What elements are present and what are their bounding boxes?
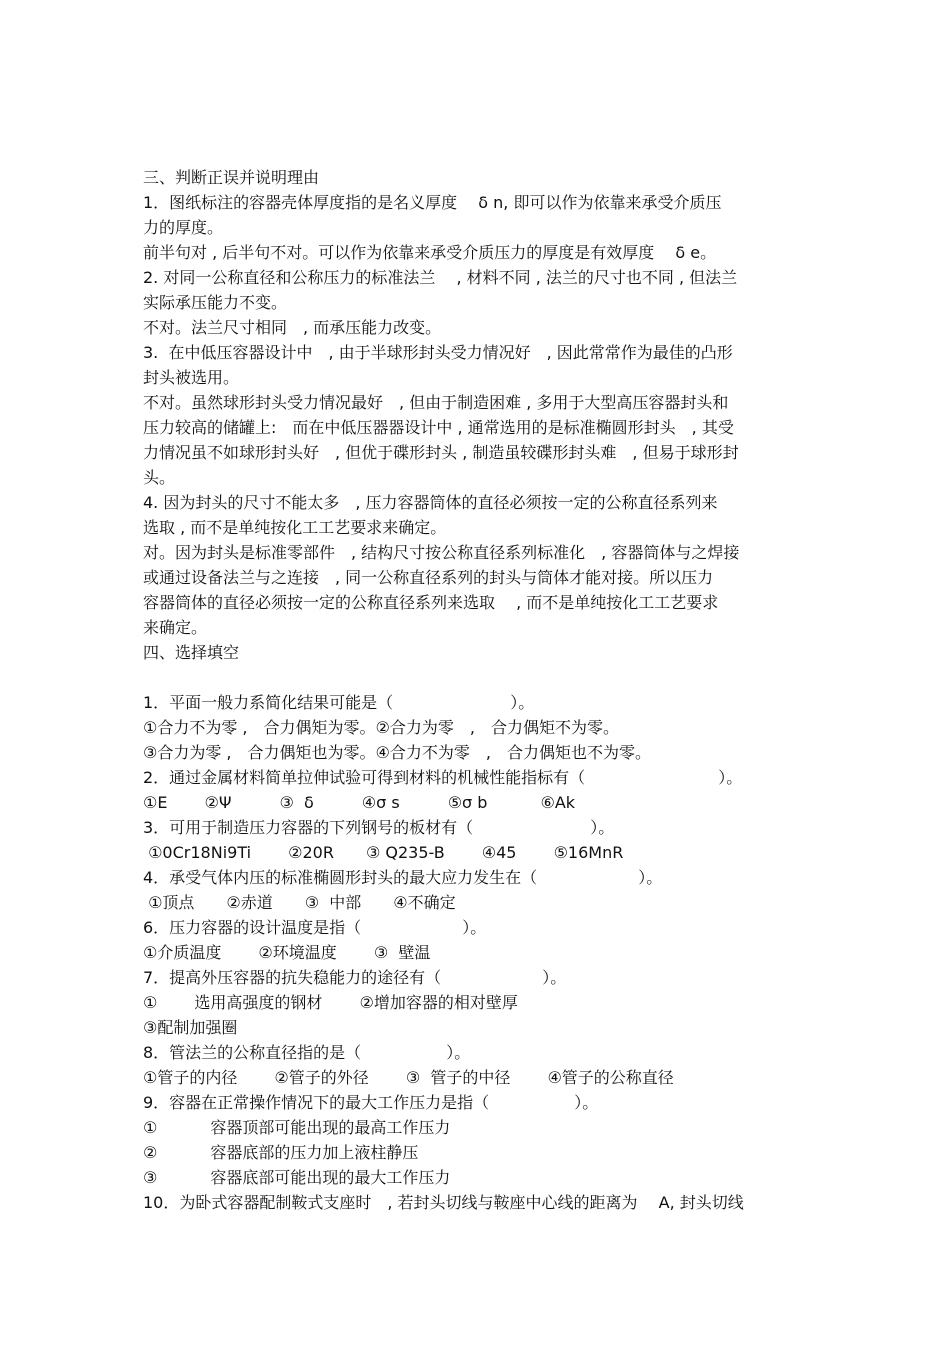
section3-line: 来确定。 <box>143 618 208 637</box>
section4-line: ① 容器顶部可能出现的最高工作压力 <box>143 1118 451 1137</box>
section4-line: 9．容器在正常操作情况下的最大工作压力是指（ ）。 <box>143 1093 599 1112</box>
section3-heading: 三、判断正误并说明理由 <box>143 168 320 187</box>
section4-line: ③ 容器底部可能出现的最大工作压力 <box>143 1168 451 1187</box>
section3-line: 选取 , 而不是单纯按化工工艺要求来确定。 <box>143 518 447 537</box>
section4-line: 4．承受气体内压的标准椭圆形封头的最大应力发生在（ ）。 <box>143 868 663 887</box>
section3-line: 不对。法兰尺寸相同 , 而承压能力改变。 <box>143 318 442 337</box>
section3-line: 实际承压能力不变。 <box>143 293 288 312</box>
section4-line: ①管子的内径 ②管子的外径 ③ 管子的中径 ④管子的公称直径 <box>143 1068 674 1087</box>
section3-line: 2. 对同一公称直径和公称压力的标准法兰 , 材料不同 , 法兰的尺寸也不同 , 但法兰 <box>143 268 738 287</box>
section4-line: 2．通过金属材料简单拉伸试验可得到材料的机械性能指标有（ ）。 <box>143 768 743 787</box>
section4-line: 3．可用于制造压力容器的下列钢号的板材有（ ）。 <box>143 818 615 837</box>
section3-line: 3. 在中低压容器设计中 , 由于半球形封头受力情况好 , 因此常常作为最佳的凸形 <box>143 343 733 362</box>
section4-line: ③配制加强圈 <box>143 1018 238 1037</box>
section3-line: 1．图纸标注的容器壳体厚度指的是名义厚度 δ n, 即可以作为依靠来承受介质压 <box>143 193 722 212</box>
section3-line: 封头被选用。 <box>143 368 240 387</box>
section3-line: 头。 <box>143 468 176 487</box>
section4-line: 7．提高外压容器的抗失稳能力的途径有（ ）。 <box>143 968 567 987</box>
section4-line: ③合力为零 , 合力偶矩也为零。④合力不为零 , 合力偶矩也不为零。 <box>143 743 651 762</box>
section3-line: 或通过设备法兰与之连接 , 同一公称直径系列的封头与筒体才能对接。所以压力 <box>143 568 714 587</box>
section4-heading: 四、选择填空 <box>143 643 240 662</box>
section3-line: 不对。虽然球形封头受力情况最好 , 但由于制造困难 , 多用于大型高压容器封头和 <box>143 393 729 412</box>
section4-line: ①0Cr18Ni9Ti ②20R ③ Q235-B ④45 ⑤16MnR <box>143 843 624 862</box>
section3-line: 力情况虽不如球形封头好 , 但优于碟形封头 , 制造虽较碟形封头难 , 但易于球形封 <box>143 443 739 462</box>
section3-line: 前半句对 , 后半句不对。可以作为依靠来承受介质压力的厚度是有效厚度 δ e。 <box>143 243 717 262</box>
section4-line: ① 选用高强度的钢材 ②增加容器的相对壁厚 <box>143 993 518 1012</box>
section3-line: 力的厚度。 <box>143 218 224 237</box>
section4-line: 8．管法兰的公称直径指的是（ ）。 <box>143 1043 471 1062</box>
section4-line: 6．压力容器的设计温度是指（ ）。 <box>143 918 487 937</box>
section4-line: ①顶点 ②赤道 ③ 中部 ④不确定 <box>143 893 456 912</box>
section4-line: 10．为卧式容器配制鞍式支座时 , 若封头切线与鞍座中心线的距离为 A, 封头切线 <box>143 1193 744 1212</box>
section3-line: 压力较高的储罐上: 而在中低压器器设计中 , 通常选用的是标准椭圆形封头 , 其受 <box>143 418 734 437</box>
section3-line: 对。因为封头是标准零部件 , 结构尺寸按公称直径系列标准化 , 容器筒体与之焊接 <box>143 543 740 562</box>
section4-line: ①合力不为零 , 合力偶矩为零。②合力为零 , 合力偶矩不为零。 <box>143 718 619 737</box>
section4-line: 1．平面一般力系简化结果可能是（ ）。 <box>143 693 535 712</box>
section4-line: ①E ②Ψ ③ δ ④σ s ⑤σ b ⑥Ak <box>143 793 576 812</box>
section3-line: 4. 因为封头的尺寸不能太多 , 压力容器筒体的直径必须按一定的公称直径系列来 <box>143 493 718 512</box>
section4-line: ①介质温度 ②环境温度 ③ 壁温 <box>143 943 431 962</box>
section4-line: ② 容器底部的压力加上液柱静压 <box>143 1143 419 1162</box>
section3-line: 容器筒体的直径必须按一定的公称直径系列来选取 , 而不是单纯按化工工艺要求 <box>143 593 719 612</box>
